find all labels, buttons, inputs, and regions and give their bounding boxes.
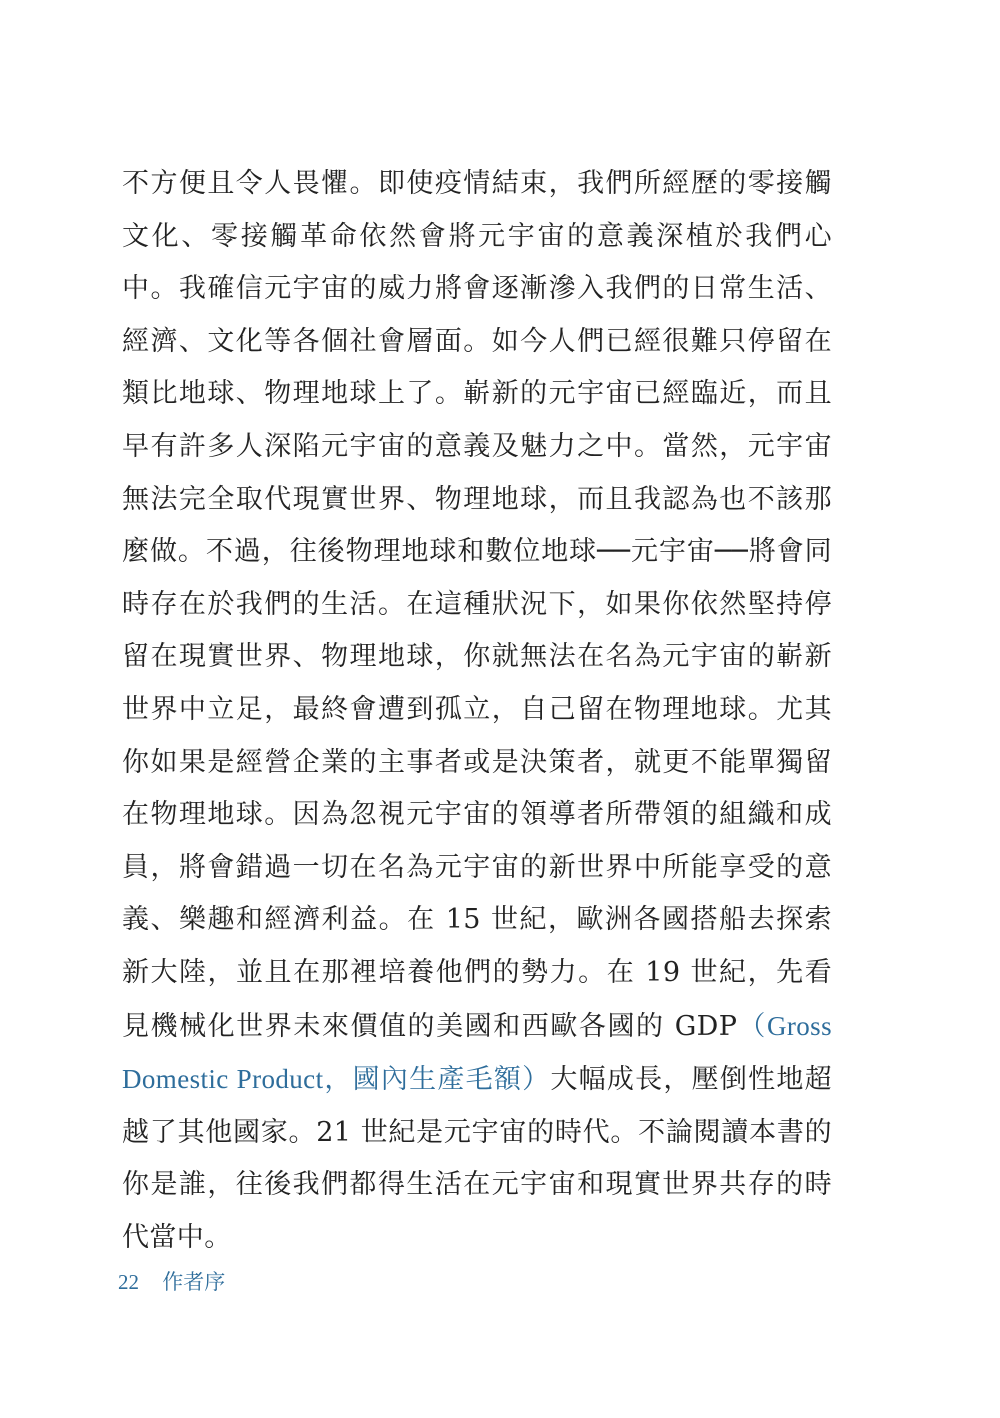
gdp-definition-highlight: （Gross Domestic Product，國內生產毛額） <box>122 1010 832 1095</box>
body-paragraph <box>122 158 832 1264</box>
section-title: 作者序 <box>162 1270 226 1294</box>
body-text-before: 不方便且令人畏懼。即使疫情結束，我們所經歷的零接觸文化、零接觸革命依然會將元宇宙的意義深植於我們心中。我確信元宇宙的威力將會逐漸滲入我們的日常生活、經濟、文化等各個社會層面。如今人們已經很難只停留在類比地球、物理地球上了。嶄新的元宇宙已經臨近，而且早有許多人深陷元宇宙的意義及魅力之中。當然，元宇宙無法完全取代現實世界、物理地球，而且我認為也不該那麼做。不過，往後物理地球和數位地球──元宇宙──將會同時存在於我們的生活。在這種狀況下，如果你依然堅持停留在現實世界、物理地球，你就無法在名為元宇宙的嶄新世界中立足，最終會遭到孤立，自己留在物理地球。尤其你如果是經營企業的主事者或是決策者，就更不能單獨留在物理地球。因為忽視元宇宙的領導者所帶領的組織和成員，將會錯過一切在名為元宇宙的新世界中所能享受的意義、樂趣和經濟利益。在 15 世紀，歐洲各國搭船去探索新大陸，並且在那裡培養他們的勢力。在 19 世紀，先看見機械化世界未來價值的美國和西歐各國的 GDP <box>122 168 832 1042</box>
page-footer <box>118 1266 225 1296</box>
body-text-after: 大幅成長，壓倒性地超越了其他國家。21 世紀是元宇宙的時代。不論閱讀本書的你是誰，往後我們都得生活在元宇宙和現實世界共存的時代當中。 <box>122 1064 833 1253</box>
page-number: 22 <box>118 1270 139 1294</box>
